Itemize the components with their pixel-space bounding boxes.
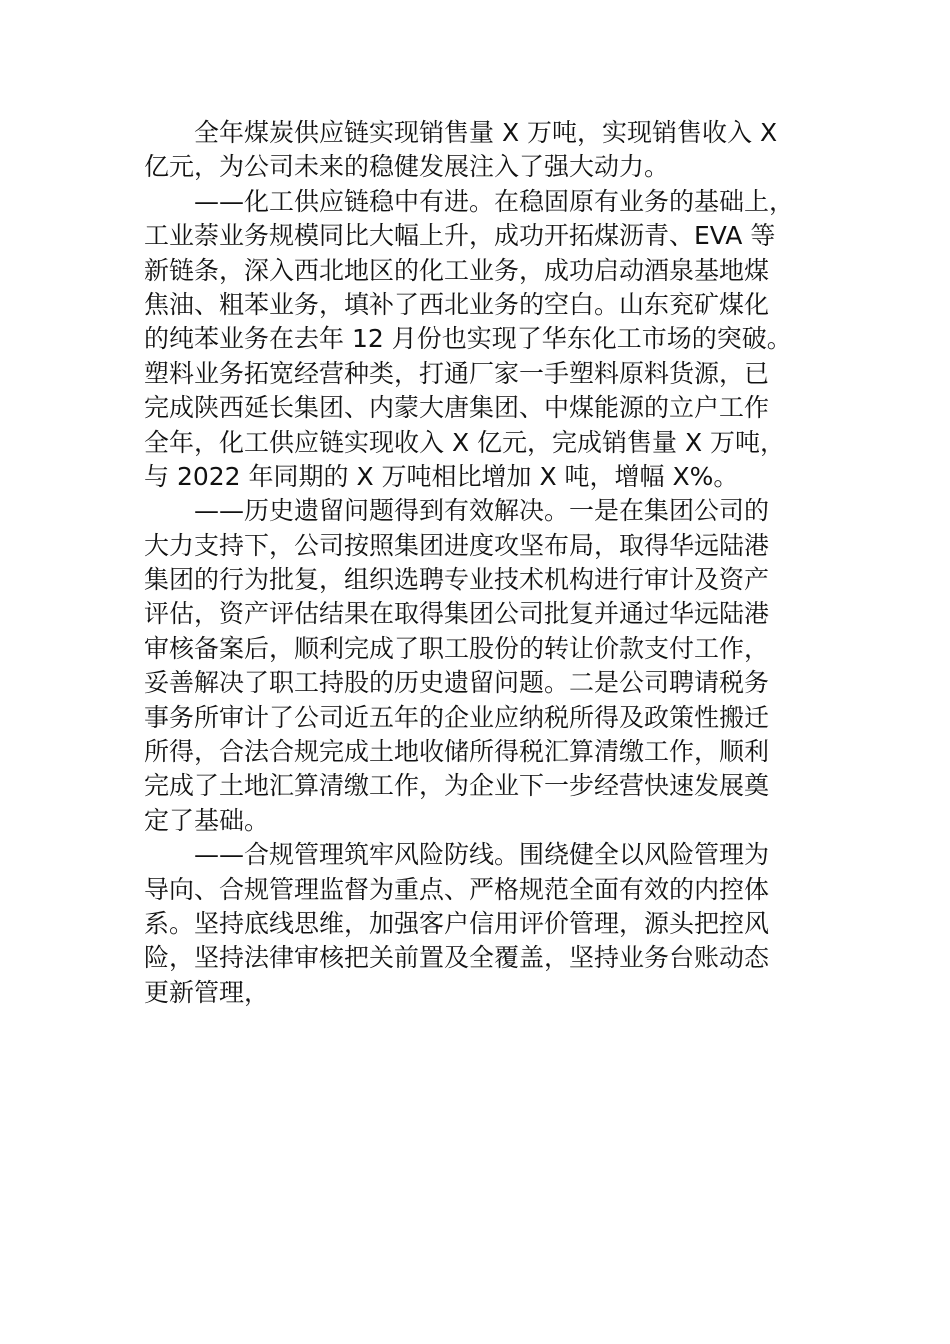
text-line: 全年，化工供应链实现收入 X 亿元，完成销售量 X 万吨，	[144, 427, 786, 457]
text-line: 塑料业务拓宽经营种类，打通厂家一手塑料原料货源，已	[144, 358, 770, 388]
text-line: 集团的行为批复，组织选聘专业技术机构进行审计及资产	[144, 565, 770, 595]
text-line: ——化工供应链稳中有进。在稳固原有业务的基础上，	[194, 186, 795, 216]
text-line: 焦油、粗苯业务，填补了西北业务的空白。山东兖矿煤化	[144, 289, 770, 319]
text-line: 与 2022 年同期的 X 万吨相比增加 X 吨，增幅 X%。	[144, 461, 739, 491]
text-line: 完成陕西延长集团、内蒙大唐集团、中煤能源的立户工作	[144, 393, 770, 423]
text-line: 导向、合规管理监督为重点、严格规范全面有效的内控体	[144, 874, 770, 904]
document-body	[144, 116, 810, 1010]
text-line: 妥善解决了职工持股的历史遗留问题。二是公司聘请税务	[144, 668, 770, 698]
text-line: ——合规管理筑牢风险防线。围绕健全以风险管理为	[194, 840, 770, 870]
text-line: ——历史遗留问题得到有效解决。一是在集团公司的	[194, 496, 770, 526]
text-line: 大力支持下，公司按照集团进度攻坚布局，取得华远陆港	[144, 530, 770, 560]
text-line: 所得，合法合规完成土地收储所得税汇算清缴工作，顺利	[144, 737, 770, 767]
text-line: 定了基础。	[144, 805, 270, 835]
text-line: 审核备案后，顺利完成了职工股份的转让价款支付工作，	[144, 633, 770, 663]
text-line: 的纯苯业务在去年 12 月份也实现了华东化工市场的突破。	[144, 324, 792, 354]
text-line: 新链条，深入西北地区的化工业务，成功启动酒泉基地煤	[144, 255, 770, 285]
text-line: 险，坚持法律审核把关前置及全覆盖，坚持业务台账动态	[144, 943, 770, 973]
text-line: 全年煤炭供应链实现销售量 X 万吨，实现销售收入 X	[194, 118, 778, 147]
text-line: 完成了土地汇算清缴工作，为企业下一步经营快速发展奠	[144, 771, 770, 801]
text-line: 事务所审计了公司近五年的企业应纳税所得及政策性搬迁	[144, 702, 770, 732]
text-line: 工业萘业务规模同比大幅上升，成功开拓煤沥青、EVA 等	[144, 221, 776, 251]
text-line: 评估，资产评估结果在取得集团公司批复并通过华远陆港	[144, 599, 770, 629]
text-line: 系。坚持底线思维，加强客户信用评价管理，源头把控风	[144, 908, 770, 938]
text-line: 更新管理，	[144, 977, 270, 1007]
text-line: 亿元，为公司未来的稳健发展注入了强大动力。	[144, 152, 670, 182]
